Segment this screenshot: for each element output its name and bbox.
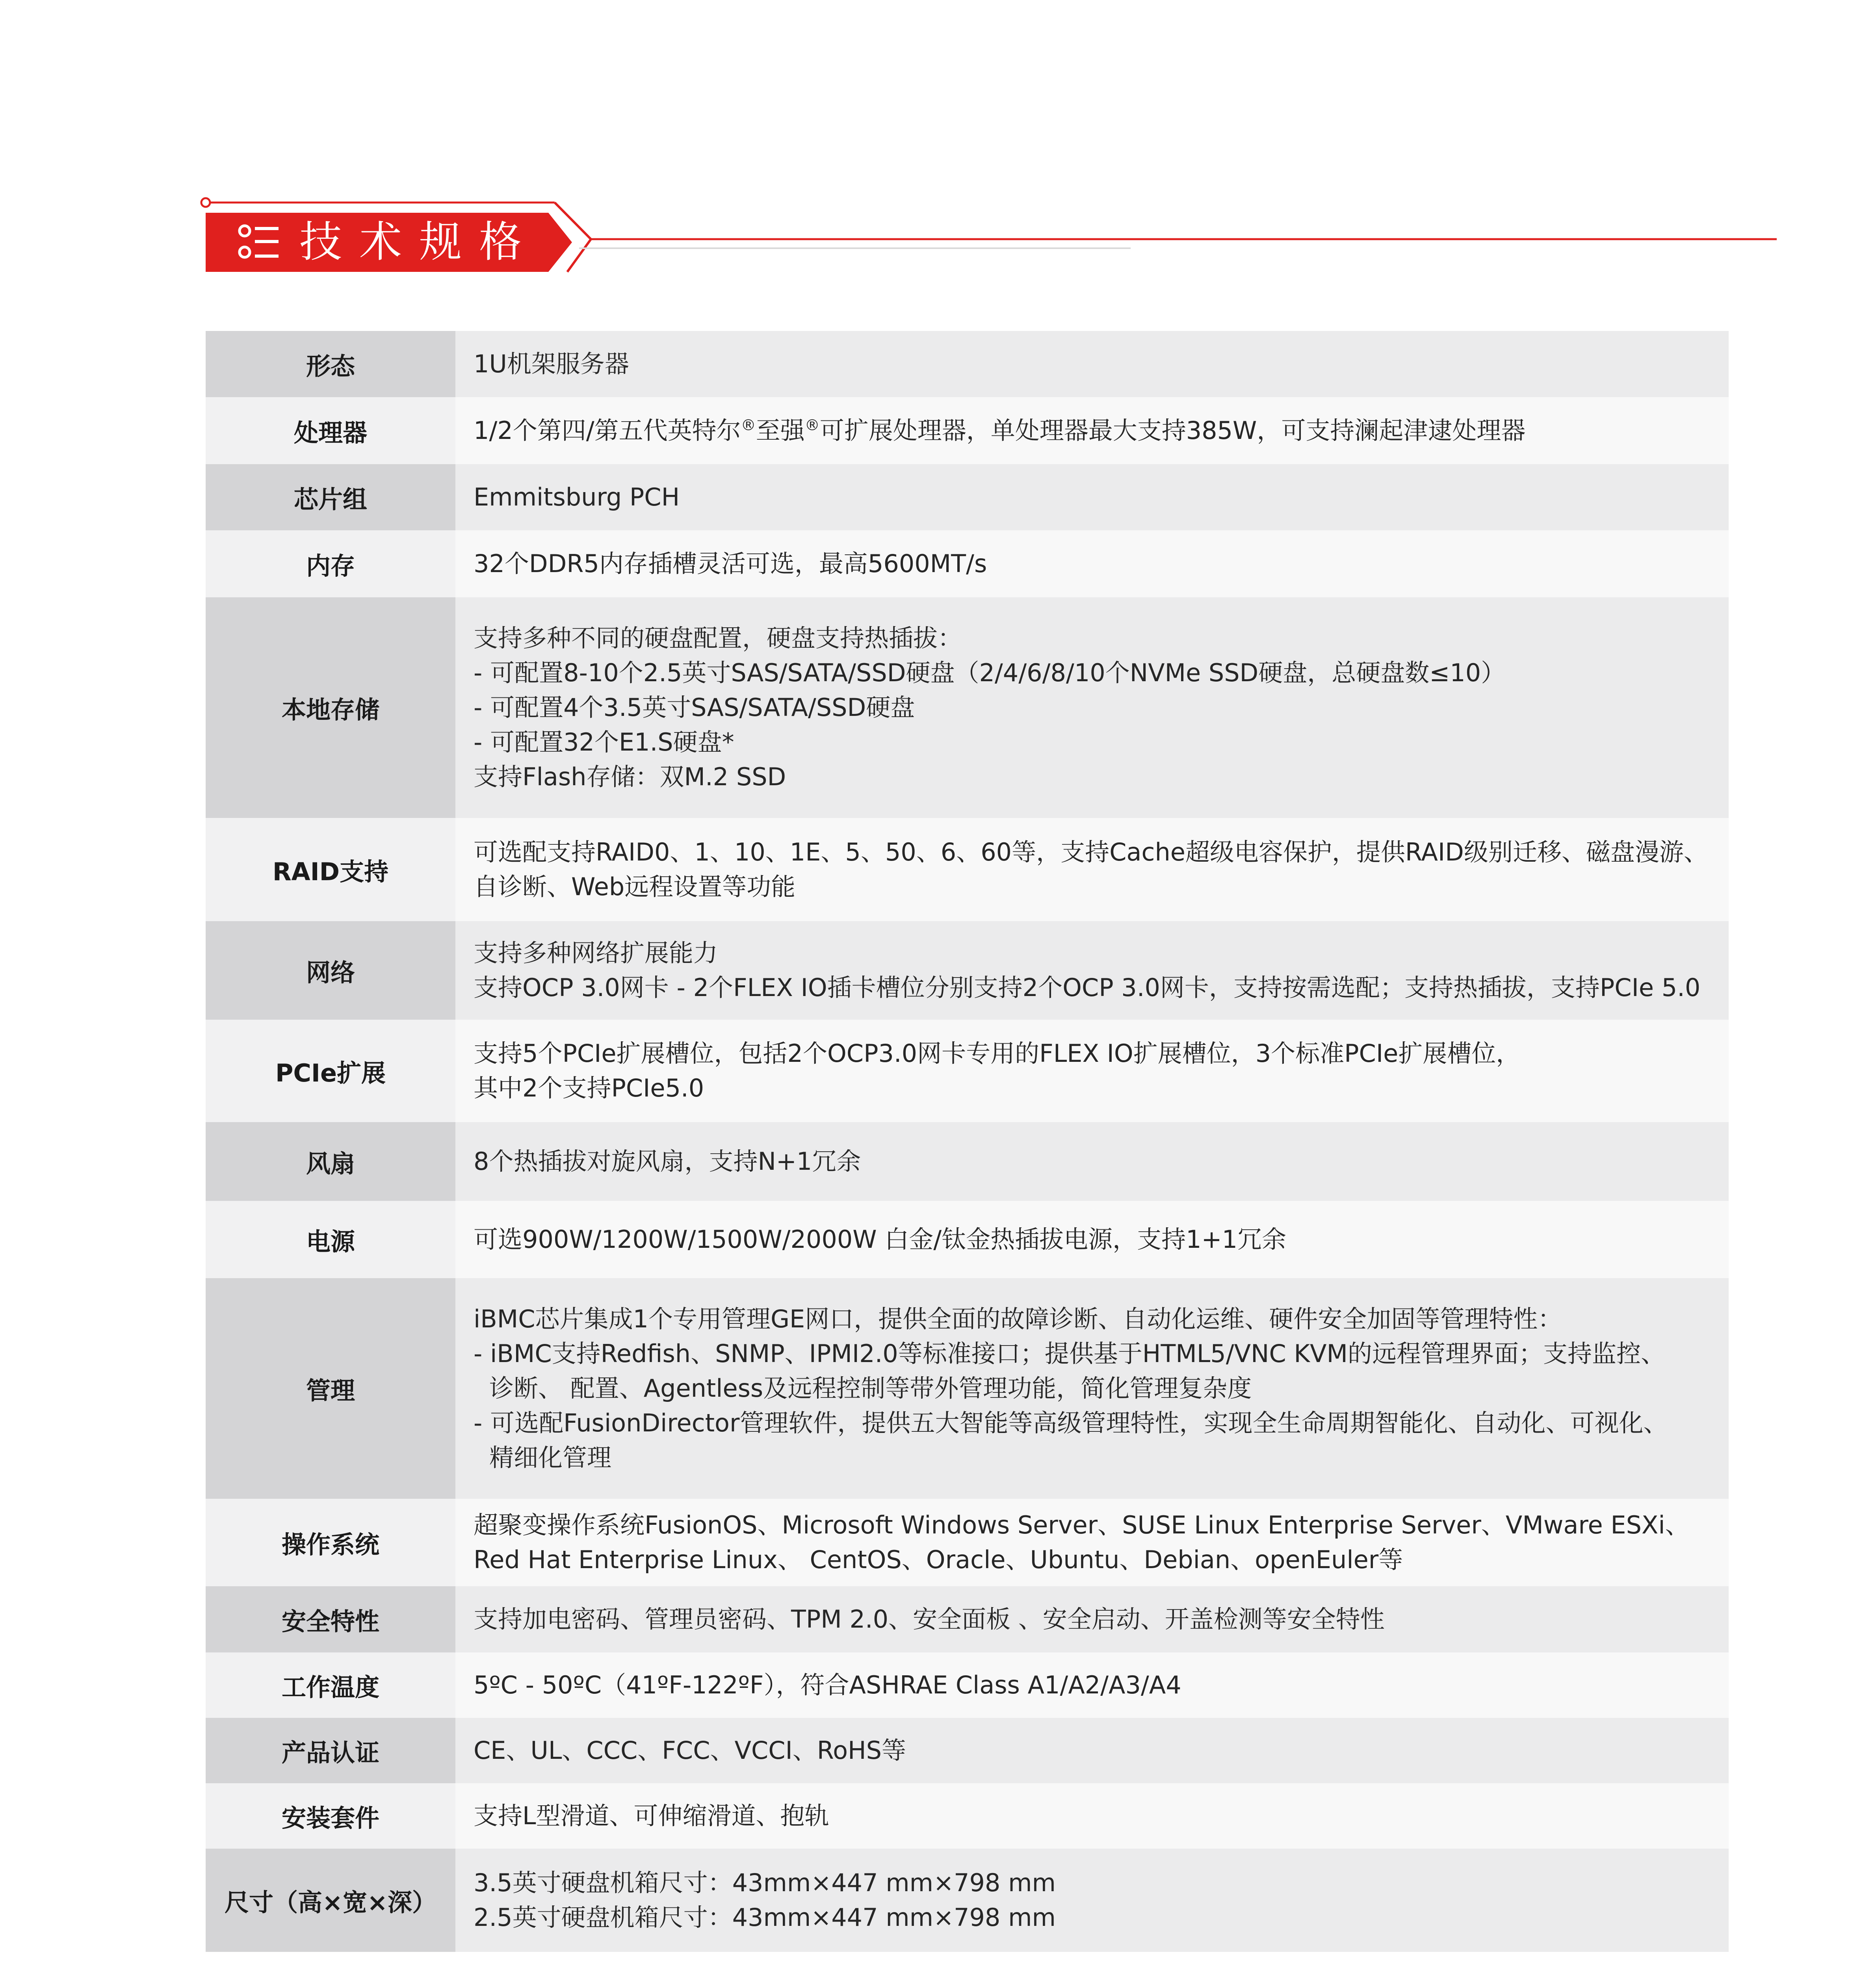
spec-value-line: 其中2个支持PCIe5.0 bbox=[474, 1074, 704, 1102]
spec-value bbox=[455, 597, 1729, 818]
spec-value bbox=[455, 331, 1729, 397]
spec-value-line: 支持L型滑道、可伸缩滑道、抱轨 bbox=[474, 1801, 829, 1830]
spec-label: 工作温度 bbox=[206, 1652, 455, 1718]
spec-row bbox=[206, 597, 1729, 818]
spec-row bbox=[206, 530, 1729, 597]
spec-value-line: 2.5英寸硬盘机箱尺寸：43mm×447 mm×798 mm bbox=[474, 1903, 1056, 1932]
spec-row bbox=[206, 1718, 1729, 1783]
spec-value bbox=[455, 1122, 1729, 1201]
spec-text: 1/2个第四/第五代英特尔 bbox=[474, 416, 741, 445]
mountain-background bbox=[0, 1962, 1876, 1970]
registered-mark: ® bbox=[741, 416, 756, 434]
spec-value-line: 8个热插拔对旋风扇，支持N+1冗余 bbox=[474, 1147, 861, 1176]
spec-label: 形态 bbox=[206, 331, 455, 397]
spec-value-line: 支持Flash存储：双M.2 SSD bbox=[474, 762, 786, 791]
spec-label: 网络 bbox=[206, 921, 455, 1020]
spec-label: PCIe扩展 bbox=[206, 1020, 455, 1122]
spec-row bbox=[206, 921, 1729, 1020]
spec-value-line: 32个DDR5内存插槽灵活可选，最高5600MT/s bbox=[474, 549, 987, 578]
spec-value bbox=[455, 1020, 1729, 1122]
spec-value bbox=[455, 530, 1729, 597]
spec-value bbox=[455, 818, 1729, 921]
spec-row bbox=[206, 818, 1729, 921]
spec-value-line: 支持加电密码、管理员密码、TPM 2.0、安全面板 、安全启动、开盖检测等安全特性 bbox=[474, 1605, 1385, 1634]
spec-value-line: - iBMC支持Redfish、SNMP、IPMI2.0等标准接口；提供基于HTML5/VNC KVM的远程管理界面；支持监控、 bbox=[474, 1339, 1665, 1368]
spec-label: 内存 bbox=[206, 530, 455, 597]
spec-row bbox=[206, 1499, 1729, 1586]
spec-label: 本地存储 bbox=[206, 597, 455, 818]
spec-table bbox=[206, 331, 1729, 1952]
spec-row bbox=[206, 1652, 1729, 1718]
spec-label: 安全特性 bbox=[206, 1586, 455, 1652]
list-icon bbox=[238, 223, 281, 262]
spec-value-line: Red Hat Enterprise Linux、 CentOS、Oracle、Ubuntu、Debian、openEuler等 bbox=[474, 1545, 1403, 1574]
spec-value bbox=[455, 1278, 1729, 1499]
spec-value-line: 自诊断、Web远程设置等功能 bbox=[474, 872, 796, 901]
spec-value-line: 支持OCP 3.0网卡 - 2个FLEX IO插卡槽位分别支持2个OCP 3.0网卡，支持按需选配；支持热插拔，支持PCIe 5.0 bbox=[474, 973, 1701, 1002]
spec-row bbox=[206, 1122, 1729, 1201]
spec-row bbox=[206, 1586, 1729, 1652]
spec-value-line: 可选配支持RAID0、1、10、1E、5、50、6、60等，支持Cache超级电容保护，提供RAID级别迁移、磁盘漫游、 bbox=[474, 838, 1708, 866]
spec-label: 操作系统 bbox=[206, 1499, 455, 1586]
spec-value-line: 支持5个PCIe扩展槽位，包括2个OCP3.0网卡专用的FLEX IO扩展槽位，3个标准PCIe扩展槽位， bbox=[474, 1039, 1521, 1068]
spec-value-line: - 可配置8-10个2.5英寸SAS/SATA/SSD硬盘（2/4/6/8/10个NVMe SSD硬盘，总硬盘数≤10） bbox=[474, 658, 1506, 687]
registered-mark: ® bbox=[804, 416, 820, 434]
spec-value-line: 3.5英寸硬盘机箱尺寸：43mm×447 mm×798 mm bbox=[474, 1868, 1056, 1897]
spec-value bbox=[455, 1499, 1729, 1586]
spec-label: 安装套件 bbox=[206, 1783, 455, 1849]
spec-value-line: - 可选配FusionDirector管理软件，提供五大智能等高级管理特性，实现全生命周期智能化、自动化、可视化、 bbox=[474, 1409, 1668, 1437]
spec-label: 处理器 bbox=[206, 397, 455, 464]
spec-value-line: 支持多种网络扩展能力 bbox=[474, 939, 718, 967]
spec-value bbox=[455, 464, 1729, 530]
spec-value-line: 诊断、 配置、Agentless及远程控制等带外管理功能，简化管理复杂度 bbox=[489, 1374, 1252, 1403]
spec-value bbox=[455, 1783, 1729, 1849]
spec-value bbox=[455, 921, 1729, 1020]
spec-value bbox=[455, 1718, 1729, 1783]
spec-value-line: 5ºC - 50ºC（41ºF-122ºF），符合ASHRAE Class A1/A2/A3/A4 bbox=[474, 1671, 1181, 1699]
spec-row bbox=[206, 1783, 1729, 1849]
spec-label: 尺寸（高×宽×深） bbox=[206, 1849, 455, 1952]
spec-label: 管理 bbox=[206, 1278, 455, 1499]
spec-value-line: - 可配置4个3.5英寸SAS/SATA/SSD硬盘 bbox=[474, 693, 915, 722]
spec-row bbox=[206, 397, 1729, 464]
spec-value bbox=[455, 1586, 1729, 1652]
spec-row bbox=[206, 464, 1729, 530]
spec-value bbox=[455, 1652, 1729, 1718]
spec-value-line: 精细化管理 bbox=[489, 1443, 612, 1472]
spec-label: 产品认证 bbox=[206, 1718, 455, 1783]
spec-value bbox=[455, 1849, 1729, 1952]
spec-label: 芯片组 bbox=[206, 464, 455, 530]
spec-text: 至强 bbox=[756, 416, 805, 445]
spec-row bbox=[206, 1849, 1729, 1952]
spec-value bbox=[455, 397, 1729, 464]
spec-value-line: CE、UL、CCC、FCC、VCCI、RoHS等 bbox=[474, 1736, 906, 1765]
spec-value-line: 支持多种不同的硬盘配置，硬盘支持热插拔： bbox=[474, 624, 962, 652]
spec-label: 风扇 bbox=[206, 1122, 455, 1201]
spec-value-line: - 可配置32个E1.S硬盘* bbox=[474, 728, 734, 756]
spec-value-line: iBMC芯片集成1个专用管理GE网口，提供全面的故障诊断、自动化运维、硬件安全加固等管理特性： bbox=[474, 1305, 1562, 1333]
spec-row bbox=[206, 1201, 1729, 1278]
spec-row bbox=[206, 1278, 1729, 1499]
spec-value-line: 超聚变操作系统FusionOS、Microsoft Windows Server、SUSE Linux Enterprise Server、VMware ESXi、 bbox=[474, 1511, 1690, 1539]
spec-row bbox=[206, 331, 1729, 397]
page-title: 技术规格 bbox=[299, 217, 539, 267]
spec-label: RAID支持 bbox=[206, 818, 455, 921]
spec-value-line bbox=[474, 413, 1717, 448]
spec-value bbox=[455, 1201, 1729, 1278]
spec-value-line: Emmitsburg PCH bbox=[474, 483, 680, 511]
spec-text: 可扩展处理器，单处理器最大支持385W，可支持澜起津逮处理器 bbox=[819, 416, 1526, 445]
header-banner bbox=[0, 0, 1876, 299]
spec-label: 电源 bbox=[206, 1201, 455, 1278]
spec-row bbox=[206, 1020, 1729, 1122]
spec-value-line: 1U机架服务器 bbox=[474, 349, 629, 378]
spec-value-line: 可选900W/1200W/1500W/2000W 白金/钛金热插拔电源，支持1+1冗余 bbox=[474, 1225, 1287, 1254]
